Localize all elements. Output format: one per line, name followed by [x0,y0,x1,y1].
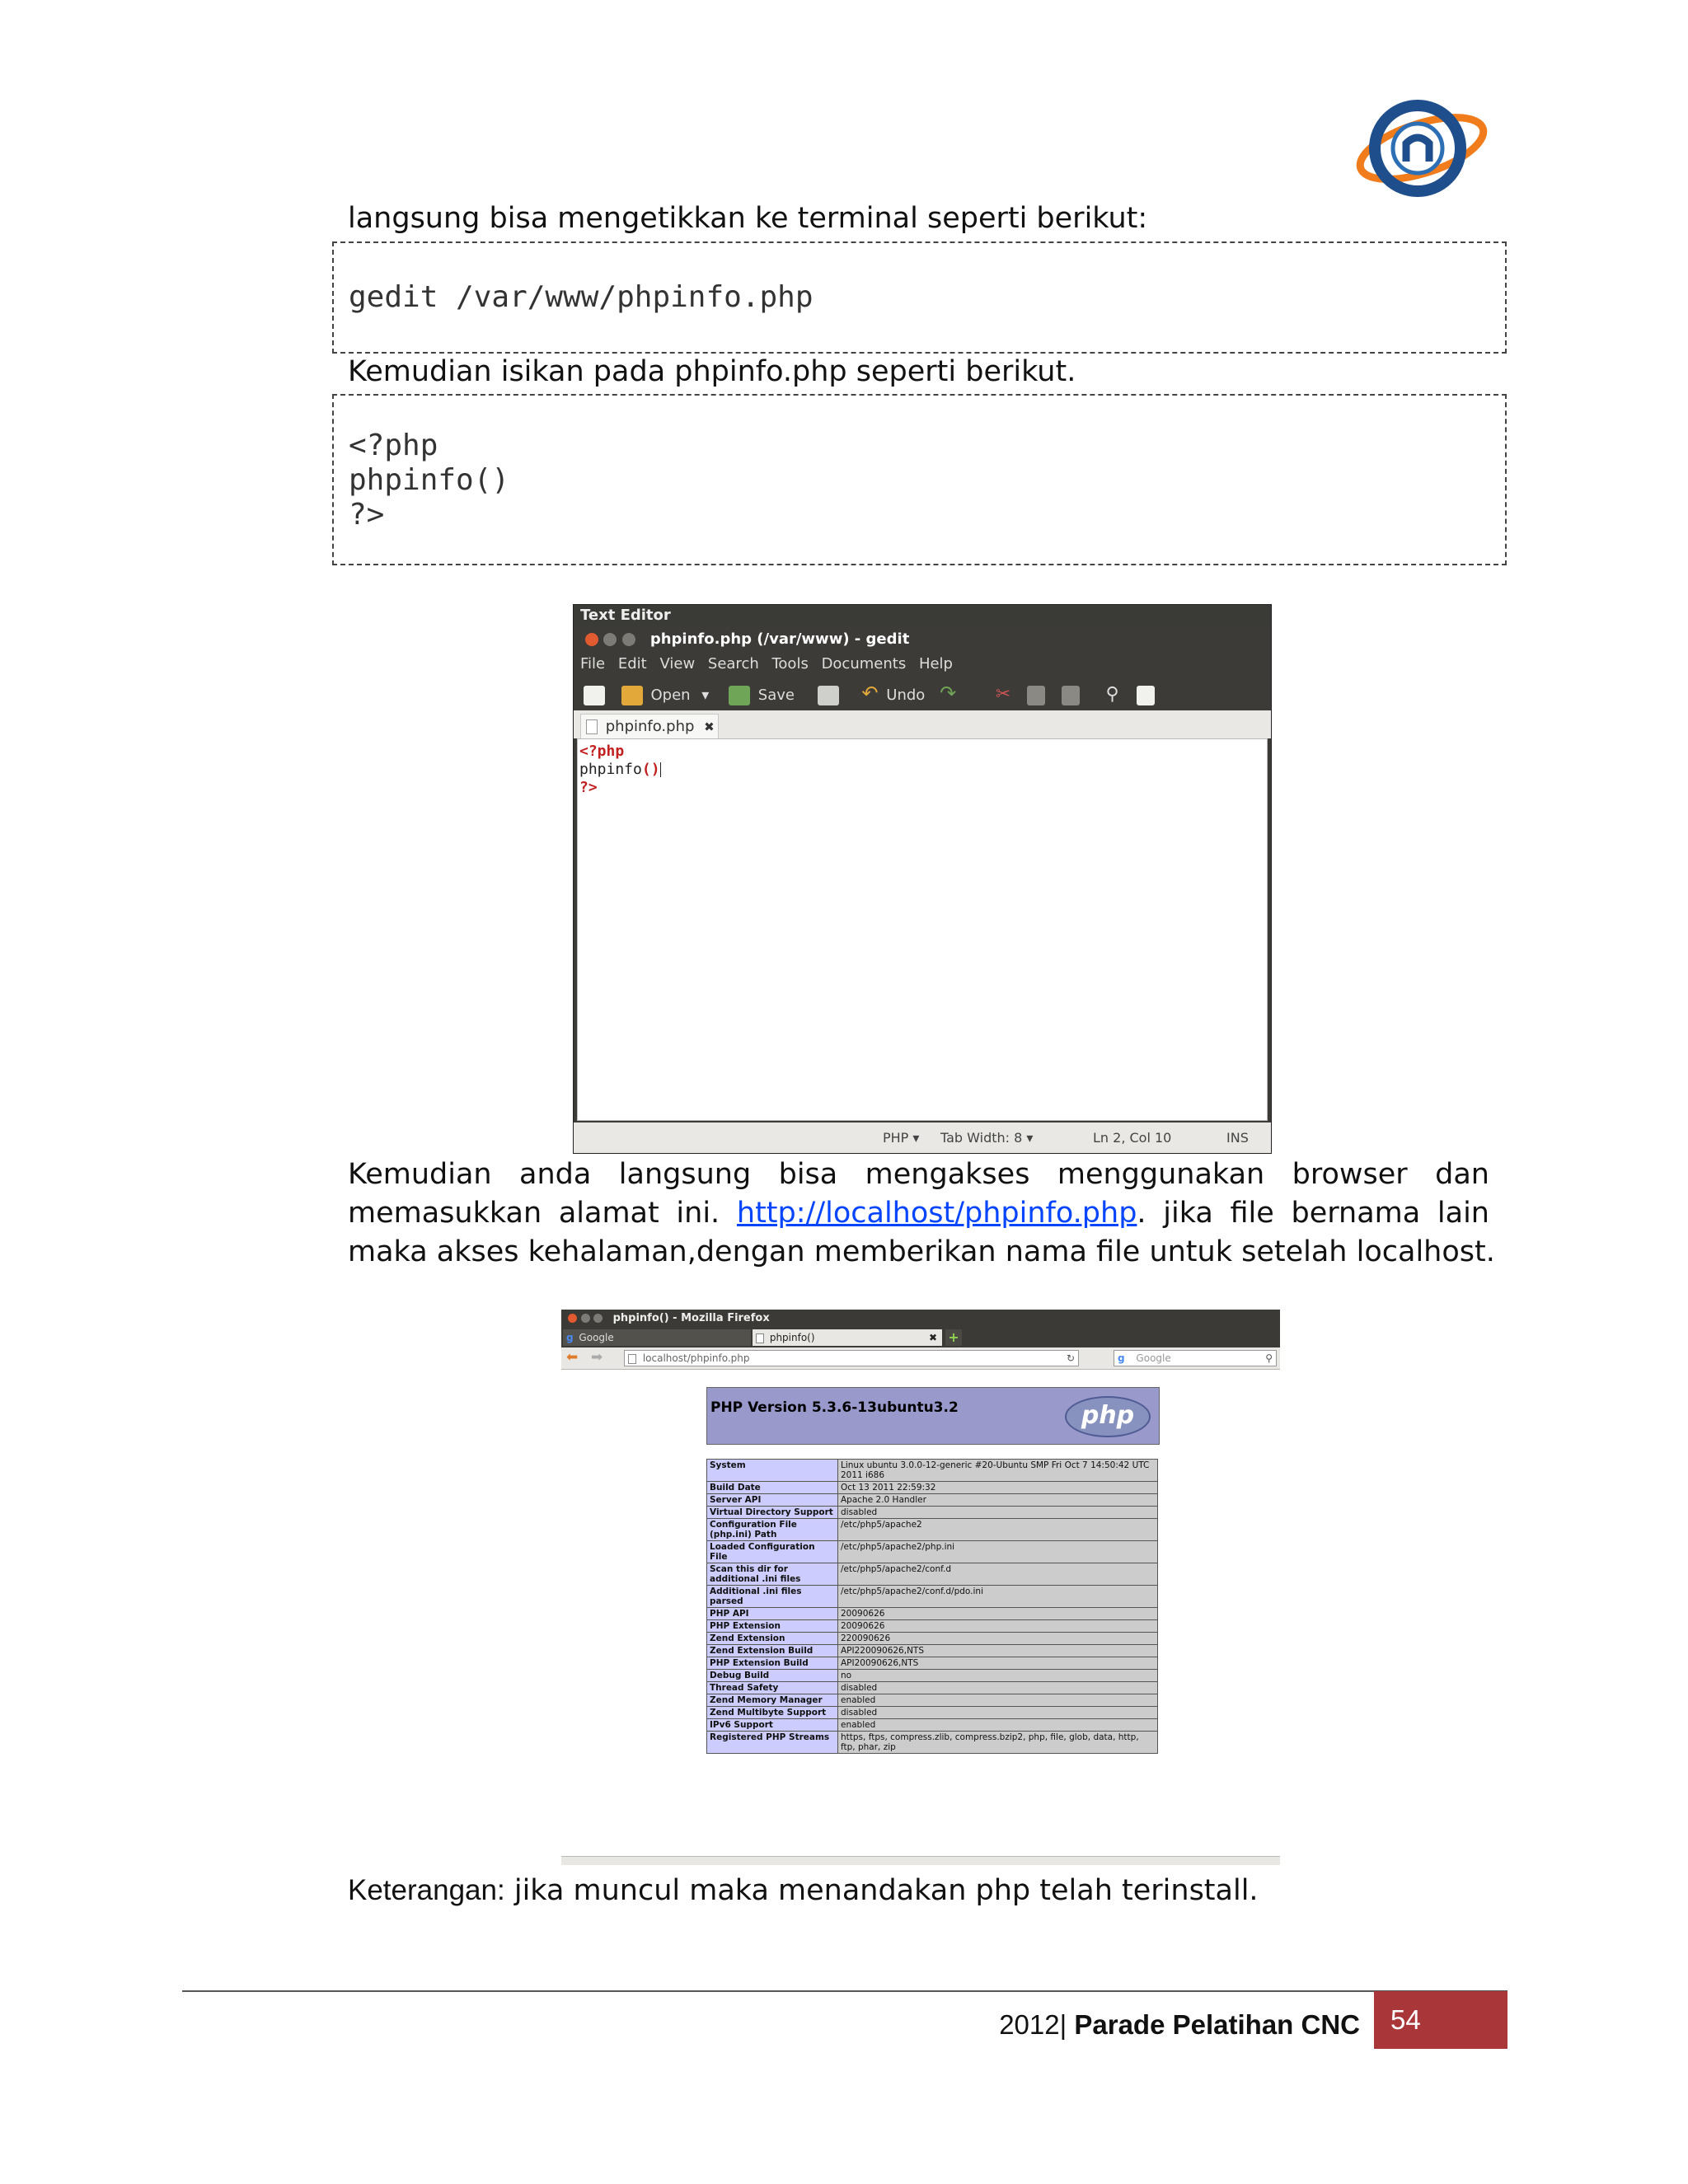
firefox-screenshot [561,1310,1280,1866]
row-value: https, ftps, compress.zlib, compress.bzip2, php, file, glob, data, http, ftp, phar, zip [838,1732,1158,1754]
menu-help[interactable]: Help [918,655,953,673]
row-value: 20090626 [838,1620,1158,1633]
row-key: Zend Extension Build [707,1645,838,1657]
row-key: Zend Extension [707,1633,838,1645]
table-row [707,1541,1158,1563]
table-row [707,1657,1158,1670]
row-key: PHP Extension [707,1620,838,1633]
file-icon [586,719,598,734]
copy-icon[interactable] [1027,686,1045,705]
row-value: Apache 2.0 Handler [838,1494,1158,1507]
note-label: Keterangan: [348,1874,505,1906]
url-bar[interactable]: localhost/phpinfo.php ↻ [624,1350,1079,1366]
footer-title: 2012| Parade Pelatihan CNC [999,2009,1360,2040]
open-button[interactable]: Open [650,687,691,704]
table-row [707,1645,1158,1657]
menu-search[interactable]: Search [707,655,759,673]
row-key: Scan this dir for additional .ini files [707,1563,838,1586]
maximize-icon[interactable] [622,633,635,646]
note-text: Keterangan: jika muncul maka menandakan php telah terinstall. [348,1874,1259,1907]
row-key: PHP Extension Build [707,1657,838,1670]
redo-icon[interactable]: ↷ [940,682,957,705]
code-line: phpinfo() [349,463,510,497]
paste-icon[interactable] [1062,686,1080,705]
phpinfo-link[interactable]: http://localhost/phpinfo.php [736,1197,1137,1230]
table-row [707,1482,1158,1494]
gedit-tabbar [574,710,1271,738]
page-number: 54 [1374,1991,1507,2049]
horizontal-scrollbar[interactable] [561,1856,1280,1865]
row-value: disabled [838,1707,1158,1719]
row-value: API20090626,NTS [838,1657,1158,1670]
gedit-titlebar [574,626,1271,653]
table-row [707,1608,1158,1620]
row-key: Configuration File (php.ini) Path [707,1519,838,1541]
tab-google[interactable]: g Google [563,1329,751,1346]
row-key: PHP API [707,1608,838,1620]
table-row [707,1494,1158,1507]
row-key: Loaded Configuration File [707,1541,838,1563]
save-button[interactable]: Save [757,687,795,704]
row-value: /etc/php5/apache2/php.ini [838,1541,1158,1563]
code-line: <?php [349,429,438,462]
table-row [707,1719,1158,1732]
tab-close-icon[interactable]: ✖ [704,719,715,734]
table-row [707,1670,1158,1682]
paragraph-line: maka akses kehalaman,dengan memberikan nama file untuk setelah localhost. [348,1235,1495,1268]
page-icon [628,1354,636,1364]
phpinfo-table [706,1459,1158,1754]
table-row [707,1586,1158,1608]
menu-edit[interactable]: Edit [617,655,647,673]
gedit-statusbar [574,1122,1271,1153]
instruction-text: Kemudian isikan pada phpinfo.php seperti berikut. [348,355,1076,388]
firefox-navbar [561,1347,1280,1370]
row-key: Zend Memory Manager [707,1694,838,1707]
tab-width-selector[interactable]: Tab Width: 8 ▾ [940,1130,1034,1146]
row-key: Additional .ini files parsed [707,1586,838,1608]
table-row [707,1694,1158,1707]
gedit-editor-area[interactable] [577,738,1268,1121]
row-value: enabled [838,1694,1158,1707]
row-key: System [707,1460,838,1482]
row-value: API220090626,NTS [838,1645,1158,1657]
row-key: Virtual Directory Support [707,1507,838,1519]
minimize-icon[interactable] [581,1314,590,1323]
code-line: ?> [349,498,385,532]
new-tab-icon[interactable]: + [945,1329,962,1346]
code-line: <?php [579,743,625,760]
undo-icon[interactable]: ↶ [861,682,879,705]
new-file-icon[interactable] [584,686,605,705]
row-key: Debug Build [707,1670,838,1682]
php-version: PHP Version 5.3.6-13ubuntu3.2 [710,1399,959,1416]
table-row [707,1563,1158,1586]
cursor-position: Ln 2, Col 10 [1093,1130,1172,1146]
google-icon: g [1118,1352,1125,1364]
forward-icon[interactable]: ➡ [591,1349,603,1366]
maximize-icon[interactable] [593,1314,603,1323]
table-row [707,1732,1158,1754]
reload-icon[interactable]: ↻ [1066,1352,1075,1364]
tab-phpinfo[interactable]: phpinfo() ✖ [753,1329,942,1346]
search-input[interactable]: g Google ⚲ [1114,1350,1277,1366]
search-icon[interactable]: ⚲ [1265,1352,1273,1364]
gedit-toolbar [574,676,1271,710]
table-row [707,1682,1158,1694]
row-key: IPv6 Support [707,1719,838,1732]
table-row [707,1507,1158,1519]
row-key: Thread Safety [707,1682,838,1694]
window-title: phpinfo() - Mozilla Firefox [612,1312,770,1324]
row-value: Oct 13 2011 22:59:32 [838,1482,1158,1494]
row-value: enabled [838,1719,1158,1732]
row-key: Server API [707,1494,838,1507]
google-icon: g [566,1332,574,1343]
window-title: phpinfo.php (/var/www) - gedit [649,630,910,648]
code-line: gedit /var/www/phpinfo.php [349,280,814,314]
menu-view[interactable]: View [659,655,696,673]
table-row [707,1707,1158,1719]
row-value: no [838,1670,1158,1682]
gedit-app-label: Text Editor [574,605,1271,626]
back-icon[interactable]: ⬅ [566,1349,579,1366]
paragraph-line: Kemudian anda langsung bisa mengakses menggunakan browser dan [348,1158,1489,1191]
row-value: /etc/php5/apache2/conf.d [838,1563,1158,1586]
table-row [707,1633,1158,1645]
footer-rule [182,1990,1507,1992]
gedit-menubar [574,653,1271,676]
table-row [707,1519,1158,1541]
php-version-header [706,1387,1160,1445]
document-tab[interactable] [580,714,719,739]
menu-tools[interactable]: Tools [771,655,809,673]
replace-icon[interactable] [1137,686,1155,705]
row-key: Build Date [707,1482,838,1494]
text-cursor [660,762,661,777]
code-block-php [332,394,1507,565]
save-icon[interactable] [729,686,750,705]
row-value: 20090626 [838,1608,1158,1620]
intro-text: langsung bisa mengetikkan ke terminal seperti berikut: [348,202,1148,235]
minimize-icon[interactable] [603,633,617,646]
open-dropdown-icon[interactable]: ▾ [701,687,710,704]
menu-file[interactable]: File [580,655,606,673]
tab-label: phpinfo.php [605,718,695,735]
gedit-screenshot [573,604,1272,1154]
table-row [707,1620,1158,1633]
menu-documents[interactable]: Documents [821,655,907,673]
firefox-titlebar [561,1310,1280,1328]
close-icon[interactable] [568,1314,577,1323]
row-value: 220090626 [838,1633,1158,1645]
table-row [707,1460,1158,1482]
tab-close-icon[interactable]: ✖ [928,1332,937,1343]
undo-button[interactable]: Undo [886,687,926,704]
row-value: disabled [838,1507,1158,1519]
close-icon[interactable] [585,633,598,646]
print-icon[interactable] [818,686,839,705]
firefox-tabbar [561,1328,1280,1347]
find-icon[interactable]: ⚲ [1105,684,1119,705]
row-value: Linux ubuntu 3.0.0-12-generic #20-Ubuntu SMP Fri Oct 7 14:50:42 UTC 2011 i686 [838,1460,1158,1482]
cnc-logo [1352,97,1492,200]
row-value: /etc/php5/apache2/conf.d/pdo.ini [838,1586,1158,1608]
code-block-terminal [332,241,1507,354]
cut-icon[interactable]: ✂ [995,684,1011,705]
row-value: disabled [838,1682,1158,1694]
code-line: ?> [579,779,598,796]
row-key: Registered PHP Streams [707,1732,838,1754]
language-selector[interactable]: PHP ▾ [883,1130,920,1146]
open-folder-icon[interactable] [621,686,643,705]
row-key: Zend Multibyte Support [707,1707,838,1719]
page-icon [756,1333,764,1343]
paragraph-line: memasukkan alamat ini. http://localhost/phpinfo.php. jika file bernama lain [348,1197,1489,1230]
code-line: phpinfo() [579,761,660,778]
row-value: /etc/php5/apache2 [838,1519,1158,1541]
insert-mode: INS [1226,1130,1249,1146]
php-logo: php [1065,1396,1151,1437]
